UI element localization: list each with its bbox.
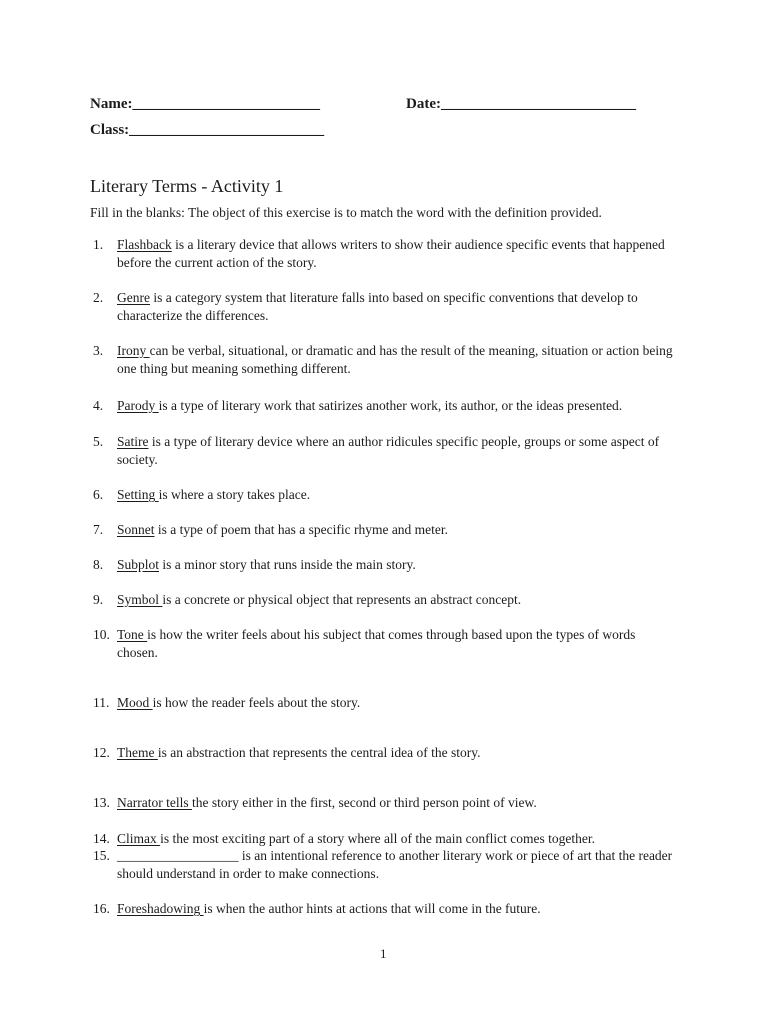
- item-text: [117, 744, 677, 762]
- item-term: Mood: [117, 695, 153, 710]
- item-text: [117, 694, 677, 712]
- item-text: [117, 342, 677, 378]
- item-text: [117, 486, 677, 504]
- item-definition: is a minor story that runs inside the main story.: [159, 557, 416, 572]
- item-definition: is when the author hints at actions that will come in the future.: [203, 901, 541, 916]
- item-text: [117, 794, 677, 812]
- item-text: [117, 433, 677, 469]
- item-number: 12.: [93, 745, 110, 760]
- item-definition: is an abstraction that represents the central idea of the story.: [157, 745, 481, 760]
- item-term: Foreshadowing: [117, 901, 204, 916]
- page-number: 1: [380, 946, 387, 961]
- item-term: Genre: [117, 290, 150, 305]
- item-term: Tone: [117, 627, 148, 642]
- item-definition: is a type of poem that has a specific rhyme and meter.: [154, 522, 449, 537]
- class-field[interactable]: Class:__________________________: [90, 122, 325, 138]
- item-definition: the story either in the first, second or third person point of view.: [191, 795, 537, 810]
- item-term: Subplot: [117, 557, 160, 572]
- item-number: 1.: [93, 237, 104, 252]
- item-number: 6.: [93, 487, 104, 502]
- item-definition: is where a story takes place.: [158, 487, 311, 502]
- item-term: Narrator tells: [117, 795, 192, 810]
- item-definition: can be verbal, situational, or dramatic and has the result of the meaning, situation or action being one thing but meaning something different.: [117, 343, 673, 376]
- date-field[interactable]: Date:__________________________: [406, 96, 636, 112]
- item-number: 15.: [93, 848, 110, 863]
- item-definition: __________________ is an intentional reference to another literary work or piece of art that the reader should understand in order to make connections.: [117, 848, 673, 881]
- item-term: Satire: [117, 434, 149, 449]
- item-term: Flashback: [117, 237, 172, 252]
- item-text: [117, 900, 677, 918]
- item-number: 8.: [93, 557, 104, 572]
- item-definition: is how the reader feels about the story.: [152, 695, 361, 710]
- item-text: [117, 847, 677, 883]
- item-term: Theme: [117, 745, 158, 760]
- item-number: 3.: [93, 343, 104, 358]
- item-definition: is a concrete or physical object that represents an abstract concept.: [162, 592, 522, 607]
- item-number: 14.: [93, 831, 110, 846]
- item-text: [117, 591, 677, 609]
- item-definition: is a type of literary work that satirizes another work, its author, or the ideas presented.: [158, 398, 623, 413]
- item-number: 2.: [93, 290, 104, 305]
- page-title: Literary Terms - Activity 1: [90, 176, 284, 196]
- item-definition: is a category system that literature falls into based on specific conventions that develop to characterize the differences.: [117, 290, 638, 323]
- item-text: [117, 556, 677, 574]
- item-text: [117, 236, 677, 272]
- item-number: 10.: [93, 627, 110, 642]
- item-term: Symbol: [117, 592, 163, 607]
- item-number: 13.: [93, 795, 110, 810]
- item-definition: is the most exciting part of a story where all of the main conflict comes together.: [160, 831, 595, 846]
- item-text: [117, 521, 677, 539]
- item-number: 4.: [93, 398, 104, 413]
- item-term: Setting: [117, 487, 159, 502]
- item-term: Parody: [117, 398, 159, 413]
- item-number: 5.: [93, 434, 104, 449]
- item-term: Irony: [117, 343, 150, 358]
- item-text: [117, 289, 677, 325]
- item-number: 16.: [93, 901, 110, 916]
- item-definition: is a type of literary device where an author ridicules specific people, groups or some aspect of society.: [117, 434, 660, 467]
- item-text: [117, 397, 677, 415]
- item-definition: is how the writer feels about his subject that comes through based upon the types of words chosen.: [117, 627, 636, 660]
- item-number: 9.: [93, 592, 104, 607]
- item-definition: is a literary device that allows writers to show their audience specific events that happened before the current action of the story.: [117, 237, 665, 270]
- item-number: 11.: [93, 695, 110, 710]
- item-number: 7.: [93, 522, 104, 537]
- item-term: Climax: [117, 831, 161, 846]
- name-field[interactable]: Name:_________________________: [90, 96, 320, 112]
- item-text: [117, 626, 677, 662]
- item-text: [117, 830, 677, 848]
- instructions: Fill in the blanks: The object of this exercise is to match the word with the definition provided.: [90, 205, 602, 220]
- item-term: Sonnet: [117, 522, 155, 537]
